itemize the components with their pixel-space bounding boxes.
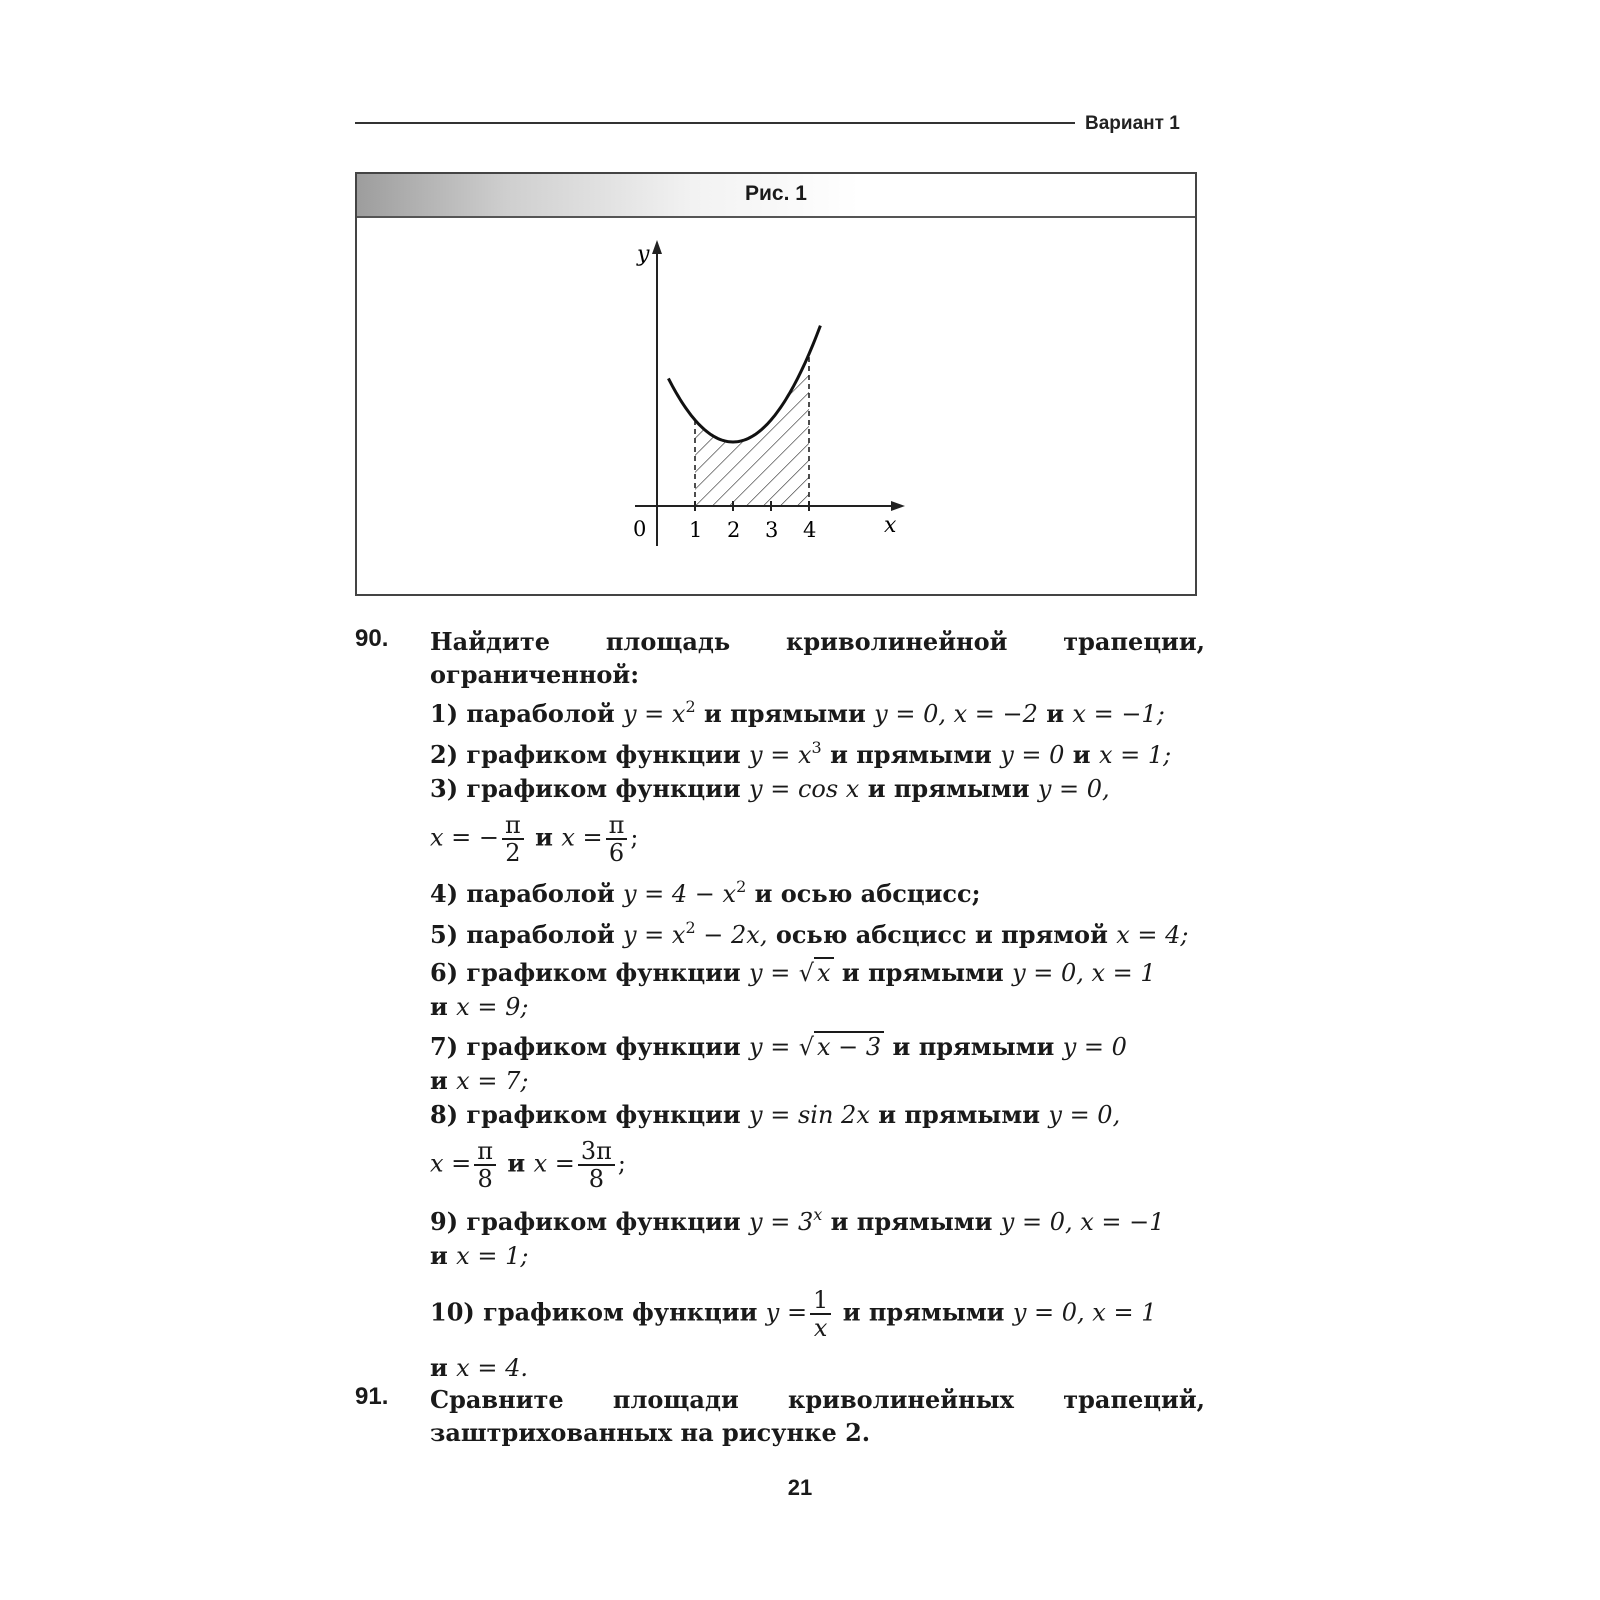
- item-8: 8) графиком функции y = sin 2x и прямыми y = 0,: [430, 1100, 1121, 1129]
- y-axis-label: y: [637, 242, 650, 267]
- problem-90-items: [430, 690, 1200, 1385]
- square-root: √ x − 3: [799, 1031, 884, 1061]
- origin-label: 0: [633, 517, 647, 541]
- fraction: $\frac{\pi}{6}$: [606, 812, 628, 866]
- item-3: 3) графиком функции y = cos x и прямыми y = 0,: [430, 774, 1110, 803]
- item-9: 9) графиком функции $y = 3^x$ и прямыми y = 0, x = −1 и x = 1;: [430, 1205, 1165, 1270]
- x-axis-arrow-icon: [891, 501, 905, 511]
- fraction: $\frac{\pi}{2}$: [502, 812, 524, 866]
- problem-statement: Сравните площади криволинейных трапеций, заштрихованных на рисунке 2.: [430, 1385, 1205, 1447]
- x-ticks: [689, 501, 816, 542]
- item-6: 6) графиком функции y = √ x и прямыми y = 0, x = 1 и x = 9;: [430, 958, 1156, 1021]
- x-tick-label: 2: [727, 518, 741, 542]
- item-8-continued: x = $\frac{\pi}{8}$ и x = $\frac{3\pi}{8}$ ;: [430, 1137, 627, 1193]
- figure-header: [357, 174, 1195, 218]
- item-1: 1) параболой $y = x^2$ и прямыми y = 0, x = −2 и x = −1;: [430, 697, 1165, 728]
- fraction: $\frac{1}{x}$: [810, 1287, 831, 1341]
- item-5: 5) параболой $y = x^2 - 2x$, осью абсцисс и прямой x = 4;: [430, 918, 1189, 949]
- x-tick-label: 4: [803, 518, 817, 542]
- fraction: $\frac{\pi}{8}$: [474, 1138, 496, 1192]
- x-tick-label: 3: [765, 518, 779, 542]
- variant-label: Вариант 1: [1085, 113, 1180, 134]
- figure-plot: [357, 216, 1195, 594]
- item-7: 7) графиком функции y = √ x − 3 и прямыми y = 0 и x = 7;: [430, 1032, 1127, 1095]
- page-number: 21: [787, 1475, 813, 1500]
- y-axis-arrow-icon: [652, 240, 662, 254]
- fraction: $\frac{3\pi}{8}$: [578, 1138, 615, 1192]
- item-3-continued: x = − $\frac{\pi}{2}$ и x = $\frac{\pi}{6}$ ;: [430, 811, 639, 867]
- item-10: 10) графиком функции y = $\frac{1}{x}$ и прямыми y = 0, x = 1 и x = 4.: [430, 1286, 1157, 1382]
- shaded-area: [695, 354, 809, 506]
- figure-1: [355, 172, 1197, 596]
- x-tick-label: 1: [689, 518, 703, 542]
- figure-title: Рис. 1: [745, 182, 807, 205]
- problem-number: 91.: [355, 1383, 389, 1410]
- x-axis-label: x: [884, 513, 897, 538]
- item-2: 2) графиком функции $y = x^3$ и прямыми y = 0 и x = 1;: [430, 738, 1172, 769]
- header-rule: [355, 122, 1075, 124]
- problem-statement: Найдите площадь криволинейной трапеции, ограниченной:: [430, 627, 1205, 689]
- square-root: √ x: [799, 957, 834, 987]
- item-4: 4) параболой $y = 4 - x^2$ и осью абсцисс;: [430, 877, 981, 908]
- problem-number: 90.: [355, 625, 389, 652]
